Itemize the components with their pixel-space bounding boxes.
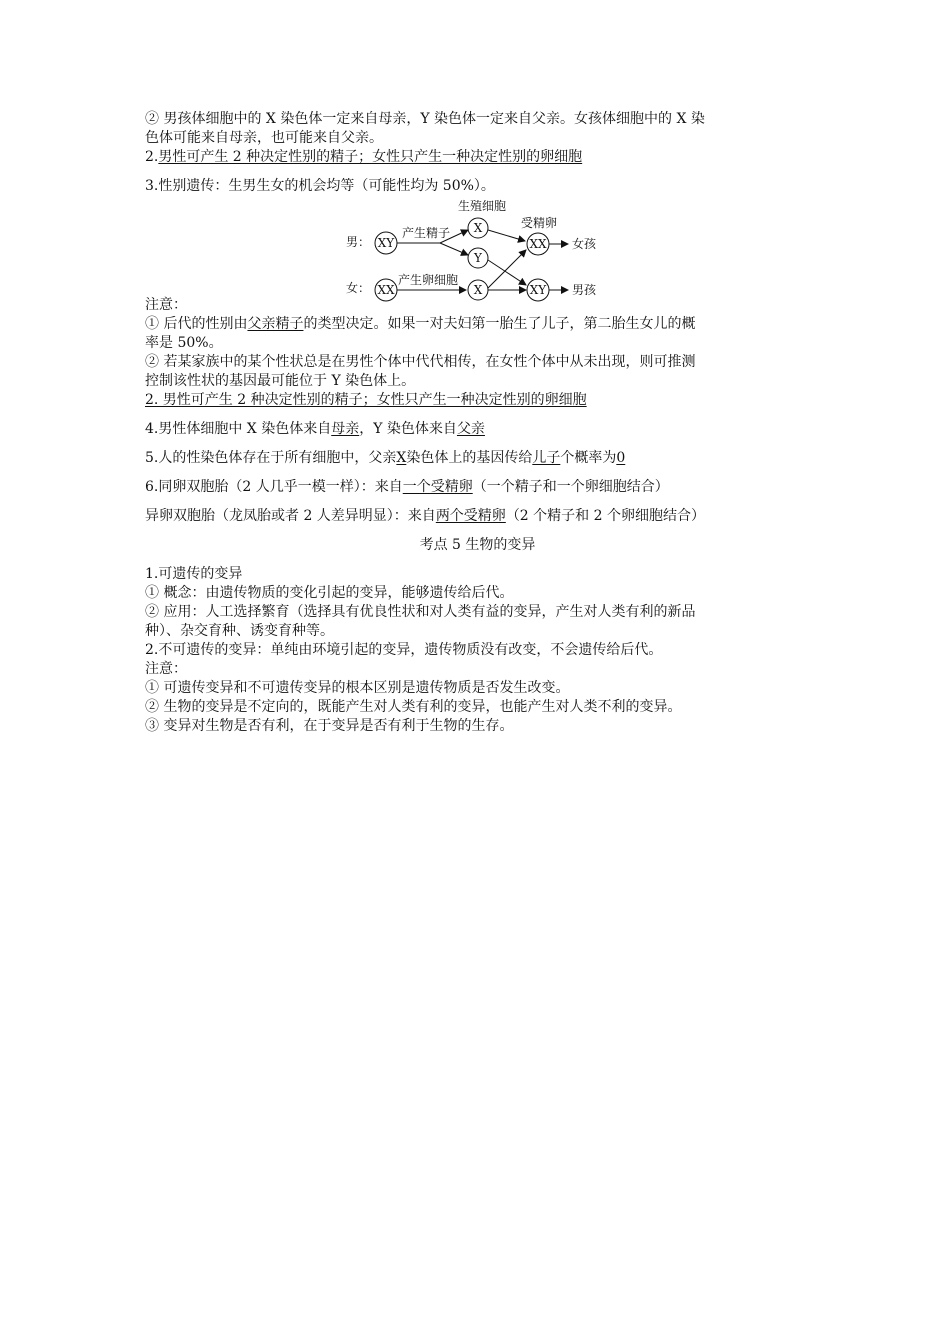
result-girl: 女孩: [572, 237, 597, 251]
text-line: ② 应用：人工选择繁育（选择具有优良性状和对人类有益的变异，产生对人类有利的新品: [145, 604, 696, 620]
text-line: ① 可遗传变异和不可遗传变异的根本区别是遗传物质是否发生改变。: [145, 680, 570, 696]
label-female: 女：: [346, 281, 371, 295]
label-sperm: 产生精子: [402, 226, 451, 240]
text-line: 种）、杂交育种、诱变育种等。: [145, 623, 334, 639]
section-title: 考点 5 生物的变异: [419, 537, 536, 553]
text-line: ② 若某家族中的某个性状总是在男性个体中代代相传，在女性个体中从未出现，则可推测: [145, 354, 696, 370]
notes-title: 注意：: [145, 297, 187, 313]
text-line: 异卵双胞胎（龙凤胎或者 2 人差异明显）：来自两个受精卵（2 个精子和 2 个卵细胞结合）: [145, 508, 705, 524]
text-line: ③ 变异对生物是否有利，在于变异是否有利于生物的生存。: [145, 718, 514, 734]
label-reproductive-cell: 生殖细胞: [458, 199, 507, 213]
cell-xx-parent: XX: [377, 283, 395, 297]
text-line: 3.性别遗传：生男生女的机会均等（可能性均为 50%）。: [145, 178, 495, 194]
label-egg: 产生卵细胞: [398, 273, 459, 287]
text-line: ② 生物的变异是不定向的，既能产生对人类有利的变异，也能产生对人类不利的变异。: [145, 699, 682, 715]
document-page: [145, 110, 810, 736]
sex-inheritance-diagram: [145, 198, 810, 296]
text-line: 2.不可遗传的变异：单纯由环境引起的变异，遗传物质没有改变，不会遗传给后代。: [145, 642, 663, 658]
underlined-text: 儿子: [532, 450, 561, 466]
text-line: 2. 男性可产生 2 种决定性别的精子；女性只产生一种决定性别的卵细胞: [145, 392, 587, 408]
text-line: ② 男孩体细胞中的 X 染色体一定来自母亲，Y 染色体一定来自父亲。女孩体细胞中的 X 染: [145, 111, 705, 127]
text-line: 4.男性体细胞中 X 染色体来自母亲，Y 染色体来自父亲: [145, 421, 485, 437]
diagram-svg: [340, 198, 620, 296]
result-boy: 男孩: [572, 283, 597, 297]
cell-y-sperm: Y: [474, 251, 482, 265]
label-fertilized-egg: 受精卵: [521, 216, 558, 230]
underlined-text: 母亲: [331, 421, 360, 437]
underlined-text: 0: [616, 450, 626, 466]
cell-xy-child: XY: [529, 283, 547, 297]
text-line: ① 概念：由遗传物质的变化引起的变异，能够遗传给后代。: [145, 585, 514, 601]
notes-title: 注意：: [145, 661, 187, 677]
cell-xy-parent: XY: [377, 236, 395, 250]
underlined-text: 男性可产生 2 种决定性别的精子；女性只产生一种决定性别的卵细胞: [158, 149, 583, 165]
cell-x-sperm: X: [473, 221, 483, 235]
text-line: 2.男性可产生 2 种决定性别的精子；女性只产生一种决定性别的卵细胞: [145, 149, 583, 165]
underlined-text: 两个受精卵: [435, 508, 506, 524]
text-line: 1.可遗传的变异: [145, 566, 243, 582]
arrow-y-sperm-to-xy: [488, 260, 526, 285]
cell-xx-child: XX: [529, 237, 547, 251]
cell-x-egg: X: [473, 283, 483, 297]
text-line: 5.人的性染色体存在于所有细胞中，父亲X染色体上的基因传给儿子个概率为0: [145, 450, 626, 466]
text-line: 色体可能来自母亲，也可能来自父亲。: [145, 130, 383, 146]
underlined-text: 父亲: [456, 421, 485, 437]
label-male: 男：: [346, 235, 371, 249]
text-line: 6.同卵双胞胎（2 人几乎一模一样）：来自一个受精卵（一个精子和一个卵细胞结合）: [145, 479, 669, 495]
text-line: ① 后代的性别由父亲精子的类型决定。如果一对夫妇第一胎生了儿子，第二胎生女儿的概: [145, 316, 696, 332]
underlined-text: X: [396, 450, 407, 466]
underlined-text: 父亲精子: [247, 316, 304, 332]
underlined-text: 一个受精卵: [402, 479, 473, 495]
arrow-to-y-sperm: [440, 243, 468, 255]
text-line: 控制该性状的基因最可能位于 Y 染色体上。: [145, 373, 416, 389]
arrow-x-egg-to-xx: [488, 250, 526, 288]
text-line: 率是 50%。: [145, 335, 223, 351]
arrow-x-sperm-to-xx: [488, 230, 525, 241]
